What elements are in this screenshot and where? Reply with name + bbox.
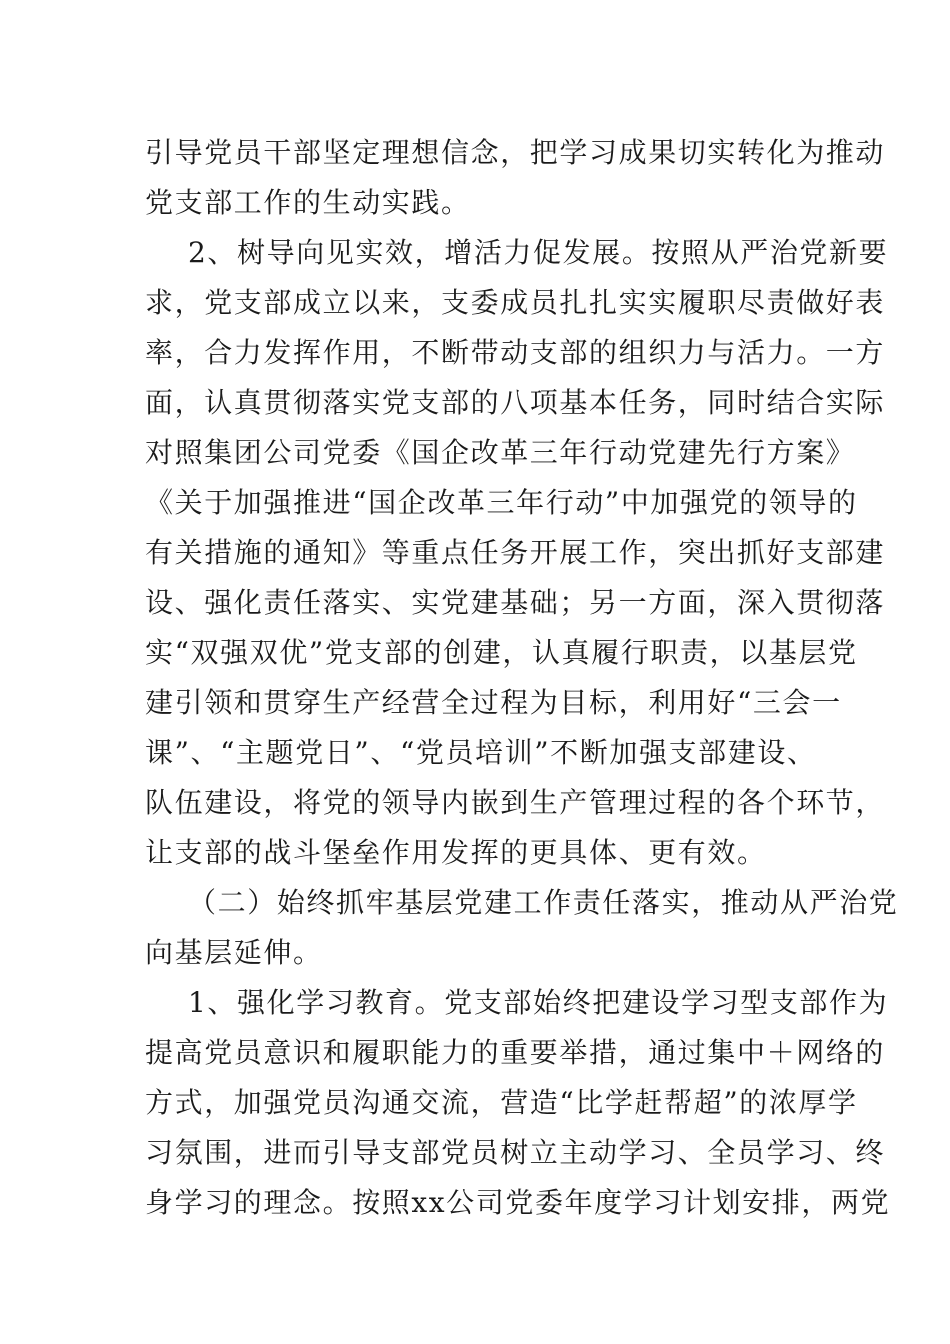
- text-line: 提高党员意识和履职能力的重要举措，通过集中＋网络的: [145, 1036, 886, 1069]
- text-line: 身学习的理念。按照xx公司党委年度学习计划安排，两党: [145, 1186, 891, 1219]
- text-line: 率，合力发挥作用，不断带动支部的组织力与活力。一方: [145, 336, 886, 369]
- text-line: 对照集团公司党委《国企改革三年行动党建先行方案》: [145, 436, 856, 469]
- text-line: 面，认真贯彻落实党支部的八项基本任务，同时结合实际: [145, 386, 886, 419]
- text-line: （二）始终抓牢基层党建工作责任落实，推动从严治党: [188, 886, 899, 919]
- text-line: 1、强化学习教育。党支部始终把建设学习型支部作为: [188, 986, 889, 1019]
- text-line: 求，党支部成立以来，支委成员扎扎实实履职尽责做好表: [145, 286, 886, 319]
- text-line: 方式，加强党员沟通交流，营造“比学赶帮超”的浓厚学: [145, 1086, 858, 1119]
- text-line: 让支部的战斗堡垒作用发挥的更具体、更有效。: [145, 836, 767, 869]
- text-line: 2、树导向见实效，增活力促发展。按照从严治党新要: [188, 236, 889, 269]
- text-line: 有关措施的通知》等重点任务开展工作，突出抓好支部建: [145, 536, 886, 569]
- text-line: 设、强化责任落实、实党建基础；另一方面，深入贯彻落: [145, 586, 886, 619]
- text-line: 党支部工作的生动实践。: [145, 186, 471, 219]
- text-line: 习氛围，进而引导支部党员树立主动学习、全员学习、终: [145, 1136, 886, 1169]
- text-line: 向基层延伸。: [145, 936, 323, 969]
- text-line: 《关于加强推进“国企改革三年行动”中加强党的领导的: [145, 486, 858, 519]
- text-line: 课”、“主题党日”、“党员培训”不断加强支部建设、: [145, 736, 817, 769]
- text-line: 实“双强双优”党支部的创建，认真履行职责，以基层党: [145, 636, 858, 669]
- text-line: 队伍建设，将党的领导内嵌到生产管理过程的各个环节，: [145, 786, 886, 819]
- text-line: 引导党员干部坚定理想信念，把学习成果切实转化为推动: [145, 136, 886, 169]
- text-line: 建引领和贯穿生产经营全过程为目标，利用好“三会一: [145, 686, 842, 719]
